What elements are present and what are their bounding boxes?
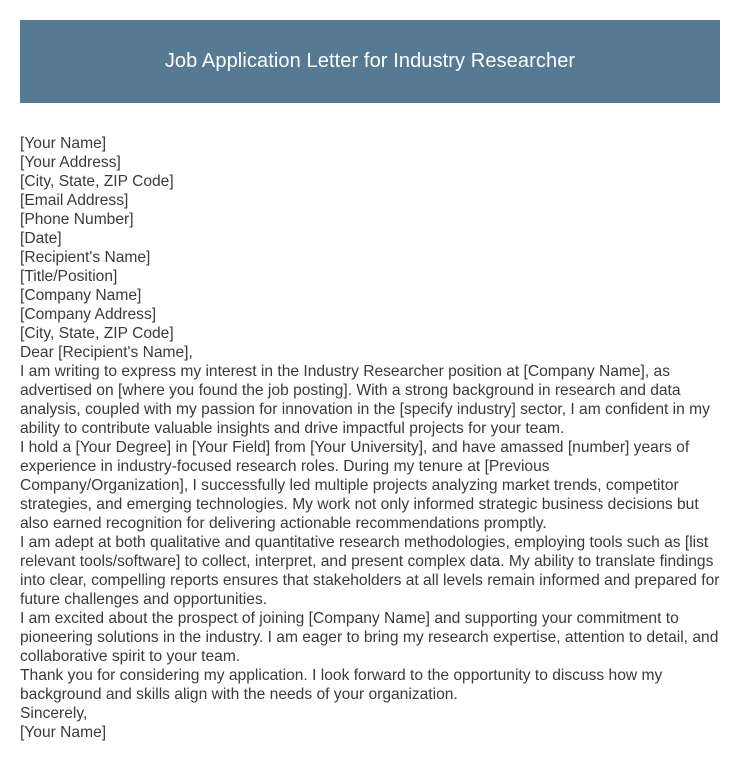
recipient-title: [Title/Position] [20,268,118,285]
sender-email: [Email Address] [20,192,129,209]
closing: Sincerely, [20,705,88,722]
sender-city-state-zip: [City, State, ZIP Code] [20,173,174,190]
paragraph-experience: I hold a [Your Degree] in [Your Field] from [Your University], and have amassed [number] years of experience in industry-focused research roles. During my tenure at [Previous Company/Organization], I successfully led multiple projects analyzing market trends, competitor strategies, and emerging technologies. My work not only informed strategic business decisions but also earned recognition for delivering actionable recommendations promptly. [20,439,699,532]
recipient-name: [Recipient's Name] [20,249,151,266]
signature: [Your Name] [20,724,107,741]
letter-date: [Date] [20,230,62,247]
sender-phone: [Phone Number] [20,211,134,228]
salutation: Dear [Recipient's Name], [20,344,193,361]
paragraph-thanks: Thank you for considering my application. I look forward to the opportunity to discuss how my background and skills align with the needs of your organization. [20,667,663,703]
sender-name: [Your Name] [20,135,107,152]
paragraph-motivation: I am excited about the prospect of joining [Company Name] and supporting your commitment to pioneering solutions in the industry. I am eager to bring my research expertise, attention to detail, and collaborative spirit to your team. [20,610,719,665]
paragraph-intro: I am writing to express my interest in the Industry Researcher position at [Company Name], as advertised on [where you found the job posting]. With a strong background in research and data analysis, coupled with my passion for innovation in the [specify industry] sector, I am confident in my ability to contribute valuable insights and drive impactful projects for your team. [20,363,710,437]
recipient-city-state-zip: [City, State, ZIP Code] [20,325,174,342]
sender-address: [Your Address] [20,154,121,171]
letter-body [20,134,720,742]
paragraph-skills: I am adept at both qualitative and quantitative research methodologies, employing tools such as [list relevant tools/software] to collect, interpret, and present complex data. My ability to translate findings into clear, compelling reports ensures that stakeholders at all levels remain informed and prepared for future challenges and opportunities. [20,534,720,608]
title-banner [20,20,720,103]
page-title: Job Application Letter for Industry Researcher [164,50,576,72]
recipient-address: [Company Address] [20,306,157,323]
recipient-company: [Company Name] [20,287,142,304]
